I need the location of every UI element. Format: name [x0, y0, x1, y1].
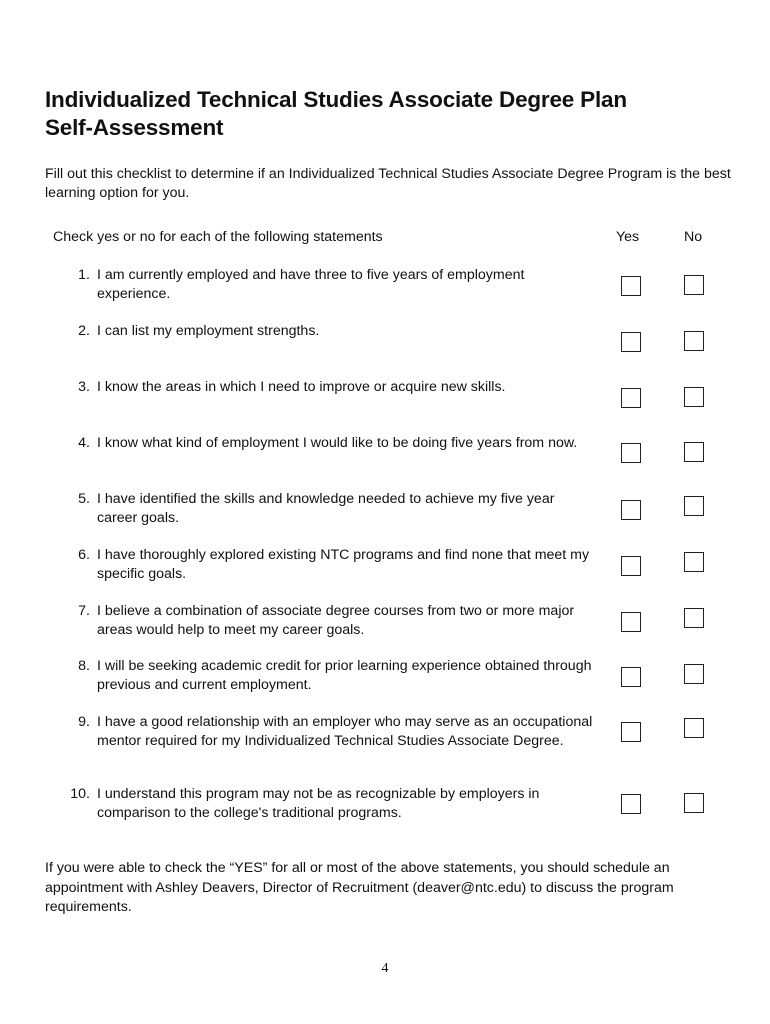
checklist-item — [0, 657, 770, 711]
item-number: 9. — [78, 714, 90, 730]
no-checkbox[interactable] — [684, 331, 704, 351]
item-statement: I understand this program may not be as recognizable by employers in comparison to the college's traditional programs. — [97, 786, 540, 821]
no-column-header: No — [684, 229, 703, 245]
item-number: 8. — [78, 658, 90, 674]
no-checkbox[interactable] — [684, 793, 704, 813]
no-checkbox[interactable] — [684, 608, 704, 628]
checklist-item — [0, 378, 770, 432]
checklist-item — [0, 322, 770, 376]
item-statement: I can list my employment strengths. — [97, 323, 320, 339]
no-checkbox[interactable] — [684, 496, 704, 516]
item-number: 7. — [78, 603, 90, 619]
item-number: 6. — [78, 547, 90, 563]
item-statement: I know what kind of employment I would like to be doing five years from now. — [97, 435, 578, 451]
yes-checkbox[interactable] — [621, 500, 641, 520]
no-checkbox[interactable] — [684, 664, 704, 684]
item-statement: I have thoroughly explored existing NTC programs and find none that meet my specific goals. — [97, 547, 590, 582]
item-number: 4. — [78, 435, 90, 451]
footer-paragraph: If you were able to check the “YES” for all or most of the above statements, you should schedule an appointment with Ashley Deavers, Director of Recruitment (deaver@ntc.edu) to discuss the program requirements. — [45, 860, 674, 915]
item-statement: I have identified the skills and knowledge needed to achieve my five year career goals. — [97, 491, 555, 526]
yes-checkbox[interactable] — [621, 556, 641, 576]
yes-checkbox[interactable] — [621, 276, 641, 296]
no-checkbox[interactable] — [684, 718, 704, 738]
item-statement: I have a good relationship with an employer who may serve as an occupational mentor required for my Individualized Technical Studies Associate Degree. — [97, 714, 593, 749]
no-checkbox[interactable] — [684, 552, 704, 572]
item-statement: I will be seeking academic credit for prior learning experience obtained through previous and current employment. — [97, 658, 592, 693]
item-number: 2. — [78, 323, 90, 339]
yes-checkbox[interactable] — [621, 667, 641, 687]
item-statement: I know the areas in which I need to improve or acquire new skills. — [97, 379, 506, 395]
no-checkbox[interactable] — [684, 387, 704, 407]
yes-checkbox[interactable] — [621, 612, 641, 632]
page-number: 4 — [381, 961, 389, 976]
yes-checkbox[interactable] — [621, 332, 641, 352]
checklist-heading: Check yes or no for each of the following statements — [53, 229, 383, 245]
checklist-item — [0, 713, 770, 787]
no-checkbox[interactable] — [684, 442, 704, 462]
yes-checkbox[interactable] — [621, 443, 641, 463]
title-line-1: Individualized Technical Studies Associate Degree Plan — [45, 87, 627, 112]
checklist-item — [0, 434, 770, 488]
yes-column-header: Yes — [616, 229, 640, 245]
checklist-item — [0, 266, 770, 320]
item-number: 10. — [70, 786, 90, 802]
checklist-item — [0, 785, 770, 839]
checklist-item — [0, 546, 770, 600]
intro-paragraph: Fill out this checklist to determine if an Individualized Technical Studies Associate Degree Program is the best learning option for you. — [45, 166, 731, 201]
page-title — [45, 86, 725, 142]
yes-checkbox[interactable] — [621, 722, 641, 742]
item-statement: I believe a combination of associate degree courses from two or more major areas would help to meet my career goals. — [97, 603, 575, 638]
item-number: 1. — [78, 267, 90, 283]
yes-checkbox[interactable] — [621, 794, 641, 814]
item-number: 5. — [78, 491, 90, 507]
item-number: 3. — [78, 379, 90, 395]
title-line-2: Self-Assessment — [45, 115, 224, 140]
yes-checkbox[interactable] — [621, 388, 641, 408]
checklist-item — [0, 602, 770, 656]
no-checkbox[interactable] — [684, 275, 704, 295]
checklist-item — [0, 490, 770, 544]
item-statement: I am currently employed and have three to five years of employment experience. — [97, 267, 525, 302]
